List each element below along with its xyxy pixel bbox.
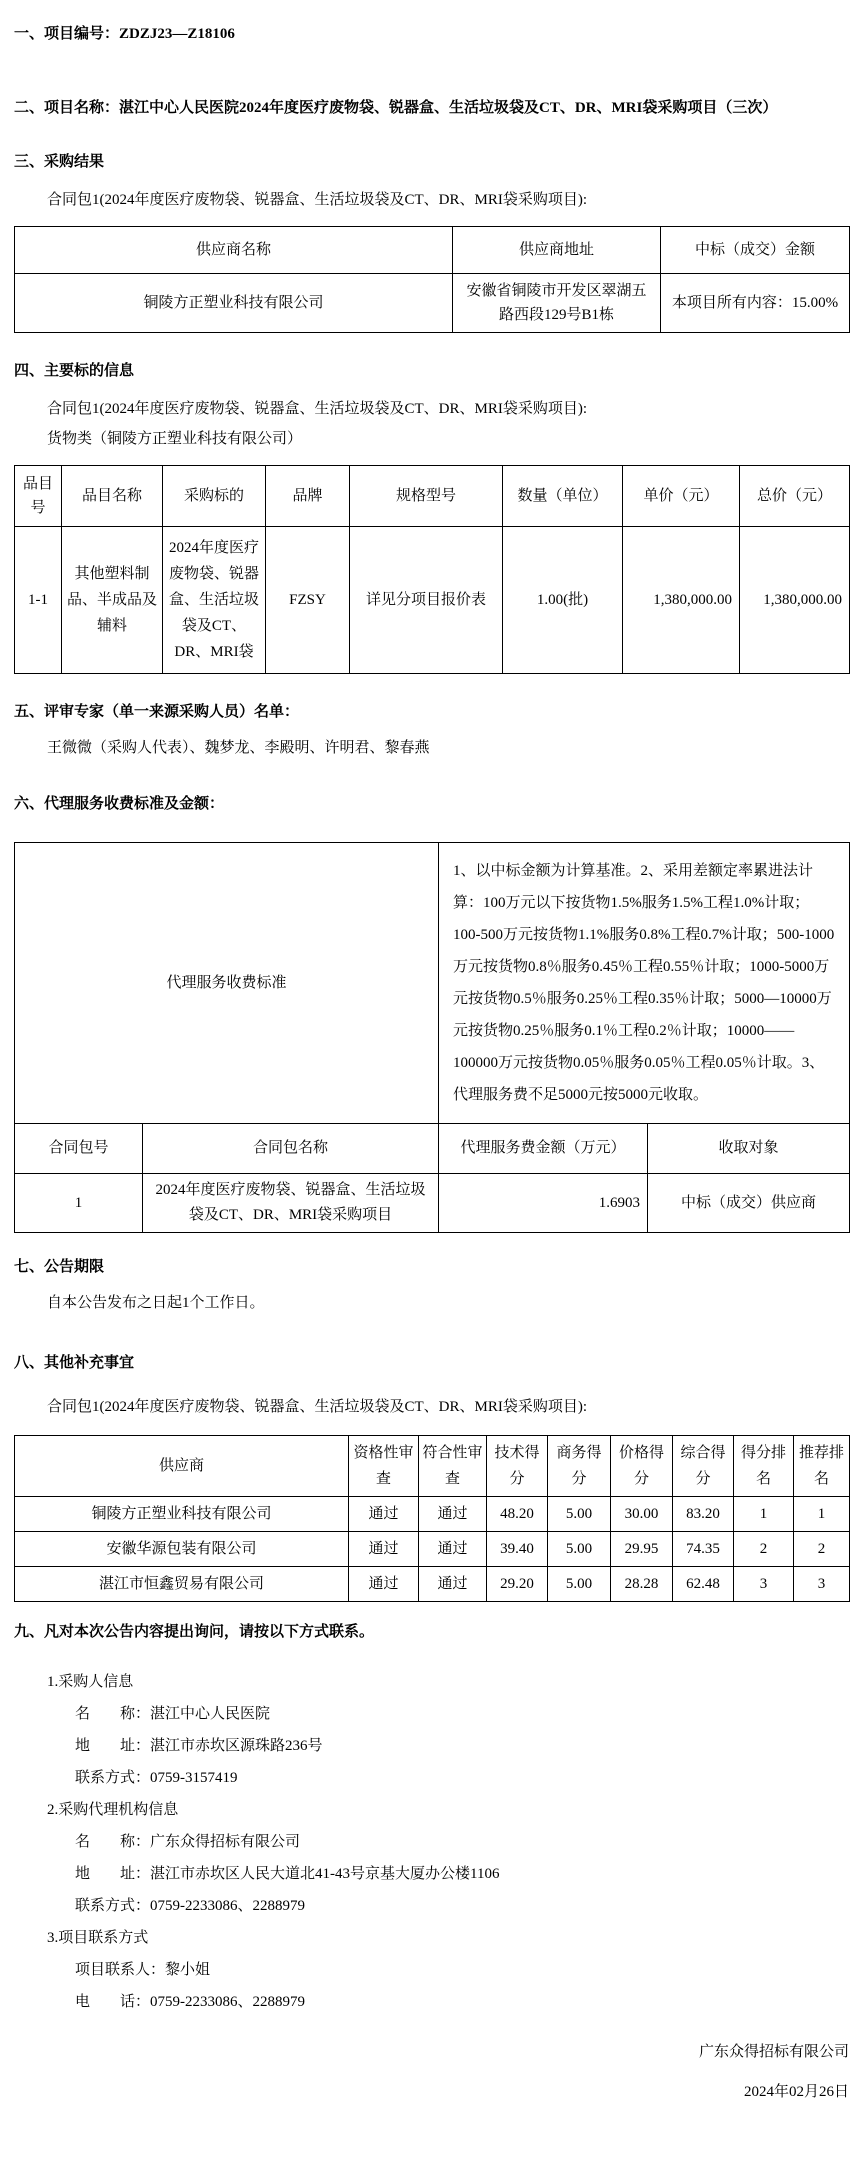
score-price: 28.28 <box>611 1567 673 1602</box>
score-qualification: 通过 <box>349 1532 419 1567</box>
score-supplier: 安徽华源包装有限公司 <box>15 1532 349 1567</box>
score-business: 5.00 <box>548 1567 611 1602</box>
fee-col-charged-party: 收取对象 <box>648 1124 850 1174</box>
score-conformity: 通过 <box>419 1532 487 1567</box>
score-table-header-row <box>15 1436 850 1497</box>
score-table-row <box>15 1497 850 1532</box>
score-col-qualification-review: 资格性审查 <box>349 1436 419 1497</box>
result-supplier-name: 铜陵方正塑业科技有限公司 <box>15 274 453 333</box>
supplementary-section-heading: 八、其他补充事宜 <box>14 1355 135 1371</box>
fee-table-header-row <box>15 1124 850 1174</box>
score-supplier: 铜陵方正塑业科技有限公司 <box>15 1497 349 1532</box>
score-col-technical-score: 技术得分 <box>487 1436 548 1497</box>
score-technical: 39.40 <box>487 1532 548 1567</box>
subject-table-header-row <box>15 466 850 527</box>
score-col-price-score: 价格得分 <box>611 1436 673 1497</box>
subject-item-no: 1-1 <box>15 527 62 674</box>
subject-quantity: 1.00(批) <box>503 527 623 674</box>
subject-brand: FZSY <box>266 527 350 674</box>
supplementary-package-line: 合同包1(2024年度医疗废物袋、锐器盒、生活垃圾袋及CT、DR、MRI袋采购项目): <box>47 1399 588 1415</box>
score-price: 30.00 <box>611 1497 673 1532</box>
score-qualification: 通过 <box>349 1567 419 1602</box>
fee-col-package-name: 合同包名称 <box>143 1124 439 1174</box>
project-number-heading: 一、项目编号：ZDZJ23—Z18106 <box>14 26 235 42</box>
result-col-supplier-name: 供应商名称 <box>15 227 453 274</box>
project-contact-title: 3.项目联系方式 <box>47 1930 149 1946</box>
agency-phone: 联系方式：0759-2233086、2288979 <box>75 1898 305 1914</box>
subject-item-name: 其他塑料制品、半成品及辅料 <box>62 527 163 674</box>
signature-company: 广东众得招标有限公司 <box>698 2044 849 2060</box>
score-price: 29.95 <box>611 1532 673 1567</box>
score-business: 5.00 <box>548 1532 611 1567</box>
subject-procurement-target: 2024年度医疗废物袋、锐器盒、生活垃圾袋及CT、DR、MRI袋 <box>163 527 266 674</box>
subject-col-spec-model: 规格型号 <box>350 466 503 527</box>
score-col-score-rank: 得分排名 <box>734 1436 794 1497</box>
score-recommend-rank: 3 <box>794 1567 850 1602</box>
score-conformity: 通过 <box>419 1567 487 1602</box>
score-technical: 29.20 <box>487 1567 548 1602</box>
agency-fee-table <box>14 842 850 1233</box>
project-contact-phone: 电 话：0759-2233086、2288979 <box>75 1994 305 2010</box>
score-rank: 3 <box>734 1567 794 1602</box>
purchaser-name: 名 称：湛江中心人民医院 <box>75 1706 271 1722</box>
experts-section-heading: 五、评审专家（单一来源采购人员）名单： <box>14 704 300 720</box>
contact-block <box>14 1666 849 2018</box>
result-col-award-amount: 中标（成交）金额 <box>661 227 850 274</box>
score-col-business-score: 商务得分 <box>548 1436 611 1497</box>
result-table-row <box>15 274 850 333</box>
score-col-overall-score: 综合得分 <box>673 1436 734 1497</box>
subject-total-price: 1,380,000.00 <box>740 527 850 674</box>
result-section-heading: 三、采购结果 <box>14 154 105 170</box>
subject-spec-model: 详见分项目报价表 <box>350 527 503 674</box>
fee-standard-label: 代理服务收费标准 <box>15 843 439 1124</box>
subject-col-item-no: 品目号 <box>15 466 62 527</box>
result-table-header-row <box>15 227 850 274</box>
experts-names: 王微微（采购人代表）、魏梦龙、李殿明、许明君、黎春燕 <box>47 740 430 756</box>
subject-col-procurement-target: 采购标的 <box>163 466 266 527</box>
score-business: 5.00 <box>548 1497 611 1532</box>
score-table <box>14 1435 850 1602</box>
score-conformity: 通过 <box>419 1497 487 1532</box>
agency-address: 地 址：湛江市赤坎区人民大道北41-43号京基大厦办公楼1106 <box>75 1866 500 1882</box>
score-table-row <box>15 1532 850 1567</box>
subject-category-line: 货物类（铜陵方正塑业科技有限公司） <box>47 431 303 447</box>
score-supplier: 湛江市恒鑫贸易有限公司 <box>15 1567 349 1602</box>
subject-package-line: 合同包1(2024年度医疗废物袋、锐器盒、生活垃圾袋及CT、DR、MRI袋采购项目): <box>47 401 588 417</box>
purchaser-phone: 联系方式：0759-3157419 <box>75 1770 238 1786</box>
signature-date: 2024年02月26日 <box>743 2084 849 2100</box>
fee-package-name: 2024年度医疗废物袋、锐器盒、生活垃圾袋及CT、DR、MRI袋采购项目 <box>143 1174 439 1233</box>
project-name-heading: 二、项目名称：湛江中心人民医院2024年度医疗废物袋、锐器盒、生活垃圾袋及CT、DR、MRI袋采购项目（三次） <box>14 100 778 116</box>
score-overall: 74.35 <box>673 1532 734 1567</box>
fee-amount: 1.6903 <box>439 1174 648 1233</box>
project-contact-person: 项目联系人：黎小姐 <box>75 1962 211 1978</box>
fee-table-row <box>15 1174 850 1233</box>
score-rank: 2 <box>734 1532 794 1567</box>
signature-block <box>14 2032 849 2112</box>
subject-table-row <box>15 527 850 674</box>
score-recommend-rank: 1 <box>794 1497 850 1532</box>
subject-col-brand: 品牌 <box>266 466 350 527</box>
score-table-row <box>15 1567 850 1602</box>
result-table <box>14 226 850 333</box>
fee-col-fee-amount: 代理服务费金额（万元） <box>439 1124 648 1174</box>
agency-fee-section-heading: 六、代理服务收费标准及金额： <box>14 796 225 812</box>
result-award-amount: 本项目所有内容：15.00% <box>661 274 850 333</box>
subject-col-item-name: 品目名称 <box>62 466 163 527</box>
subject-section-heading: 四、主要标的信息 <box>14 363 135 379</box>
score-overall: 83.20 <box>673 1497 734 1532</box>
score-rank: 1 <box>734 1497 794 1532</box>
score-overall: 62.48 <box>673 1567 734 1602</box>
subject-unit-price: 1,380,000.00 <box>623 527 740 674</box>
subject-col-unit-price: 单价（元） <box>623 466 740 527</box>
subject-table <box>14 465 850 674</box>
contact-section-heading: 九、凡对本次公告内容提出询问，请按以下方式联系。 <box>14 1624 375 1640</box>
score-recommend-rank: 2 <box>794 1532 850 1567</box>
announcement-document <box>0 24 863 2138</box>
score-col-conformity-review: 符合性审查 <box>419 1436 487 1497</box>
period-text: 自本公告发布之日起1个工作日。 <box>47 1295 265 1311</box>
score-technical: 48.20 <box>487 1497 548 1532</box>
result-supplier-address: 安徽省铜陵市开发区翠湖五路西段129号B1栋 <box>453 274 661 333</box>
purchaser-info-title: 1.采购人信息 <box>47 1674 134 1690</box>
agency-info-title: 2.采购代理机构信息 <box>47 1802 179 1818</box>
score-col-supplier: 供应商 <box>15 1436 349 1497</box>
subject-col-quantity: 数量（单位） <box>503 466 623 527</box>
purchaser-address: 地 址：湛江市赤坎区源珠路236号 <box>75 1738 323 1754</box>
period-section-heading: 七、公告期限 <box>14 1259 105 1275</box>
subject-col-total-price: 总价（元） <box>740 466 850 527</box>
fee-charged-party: 中标（成交）供应商 <box>648 1174 850 1233</box>
fee-col-package-no: 合同包号 <box>15 1124 143 1174</box>
score-col-recommend-rank: 推荐排名 <box>794 1436 850 1497</box>
score-qualification: 通过 <box>349 1497 419 1532</box>
fee-standard-row <box>15 843 850 1124</box>
result-col-supplier-address: 供应商地址 <box>453 227 661 274</box>
fee-standard-text: 1、以中标金额为计算基准。2、采用差额定率累进法计算：100万元以下按货物1.5%服务1.5%工程1.0%计取；100-500万元按货物1.1%服务0.8%工程0.7%计取；500-1000万元按货物0.8％服务0.45％工程0.55％计取；1000-5000万元按货物0.5％服务0.25％工程0.35％计取；5000—10000万元按货物0.25％服务0.1％工程0.2％计取；10000——100000万元按货物0.05％服务0.05％工程0.05％计取。3、代理服务费不足5000元按5000元收取。 <box>439 843 850 1124</box>
fee-package-no: 1 <box>15 1174 143 1233</box>
agency-name: 名 称：广东众得招标有限公司 <box>75 1834 301 1850</box>
result-package-line: 合同包1(2024年度医疗废物袋、锐器盒、生活垃圾袋及CT、DR、MRI袋采购项目): <box>47 192 588 208</box>
